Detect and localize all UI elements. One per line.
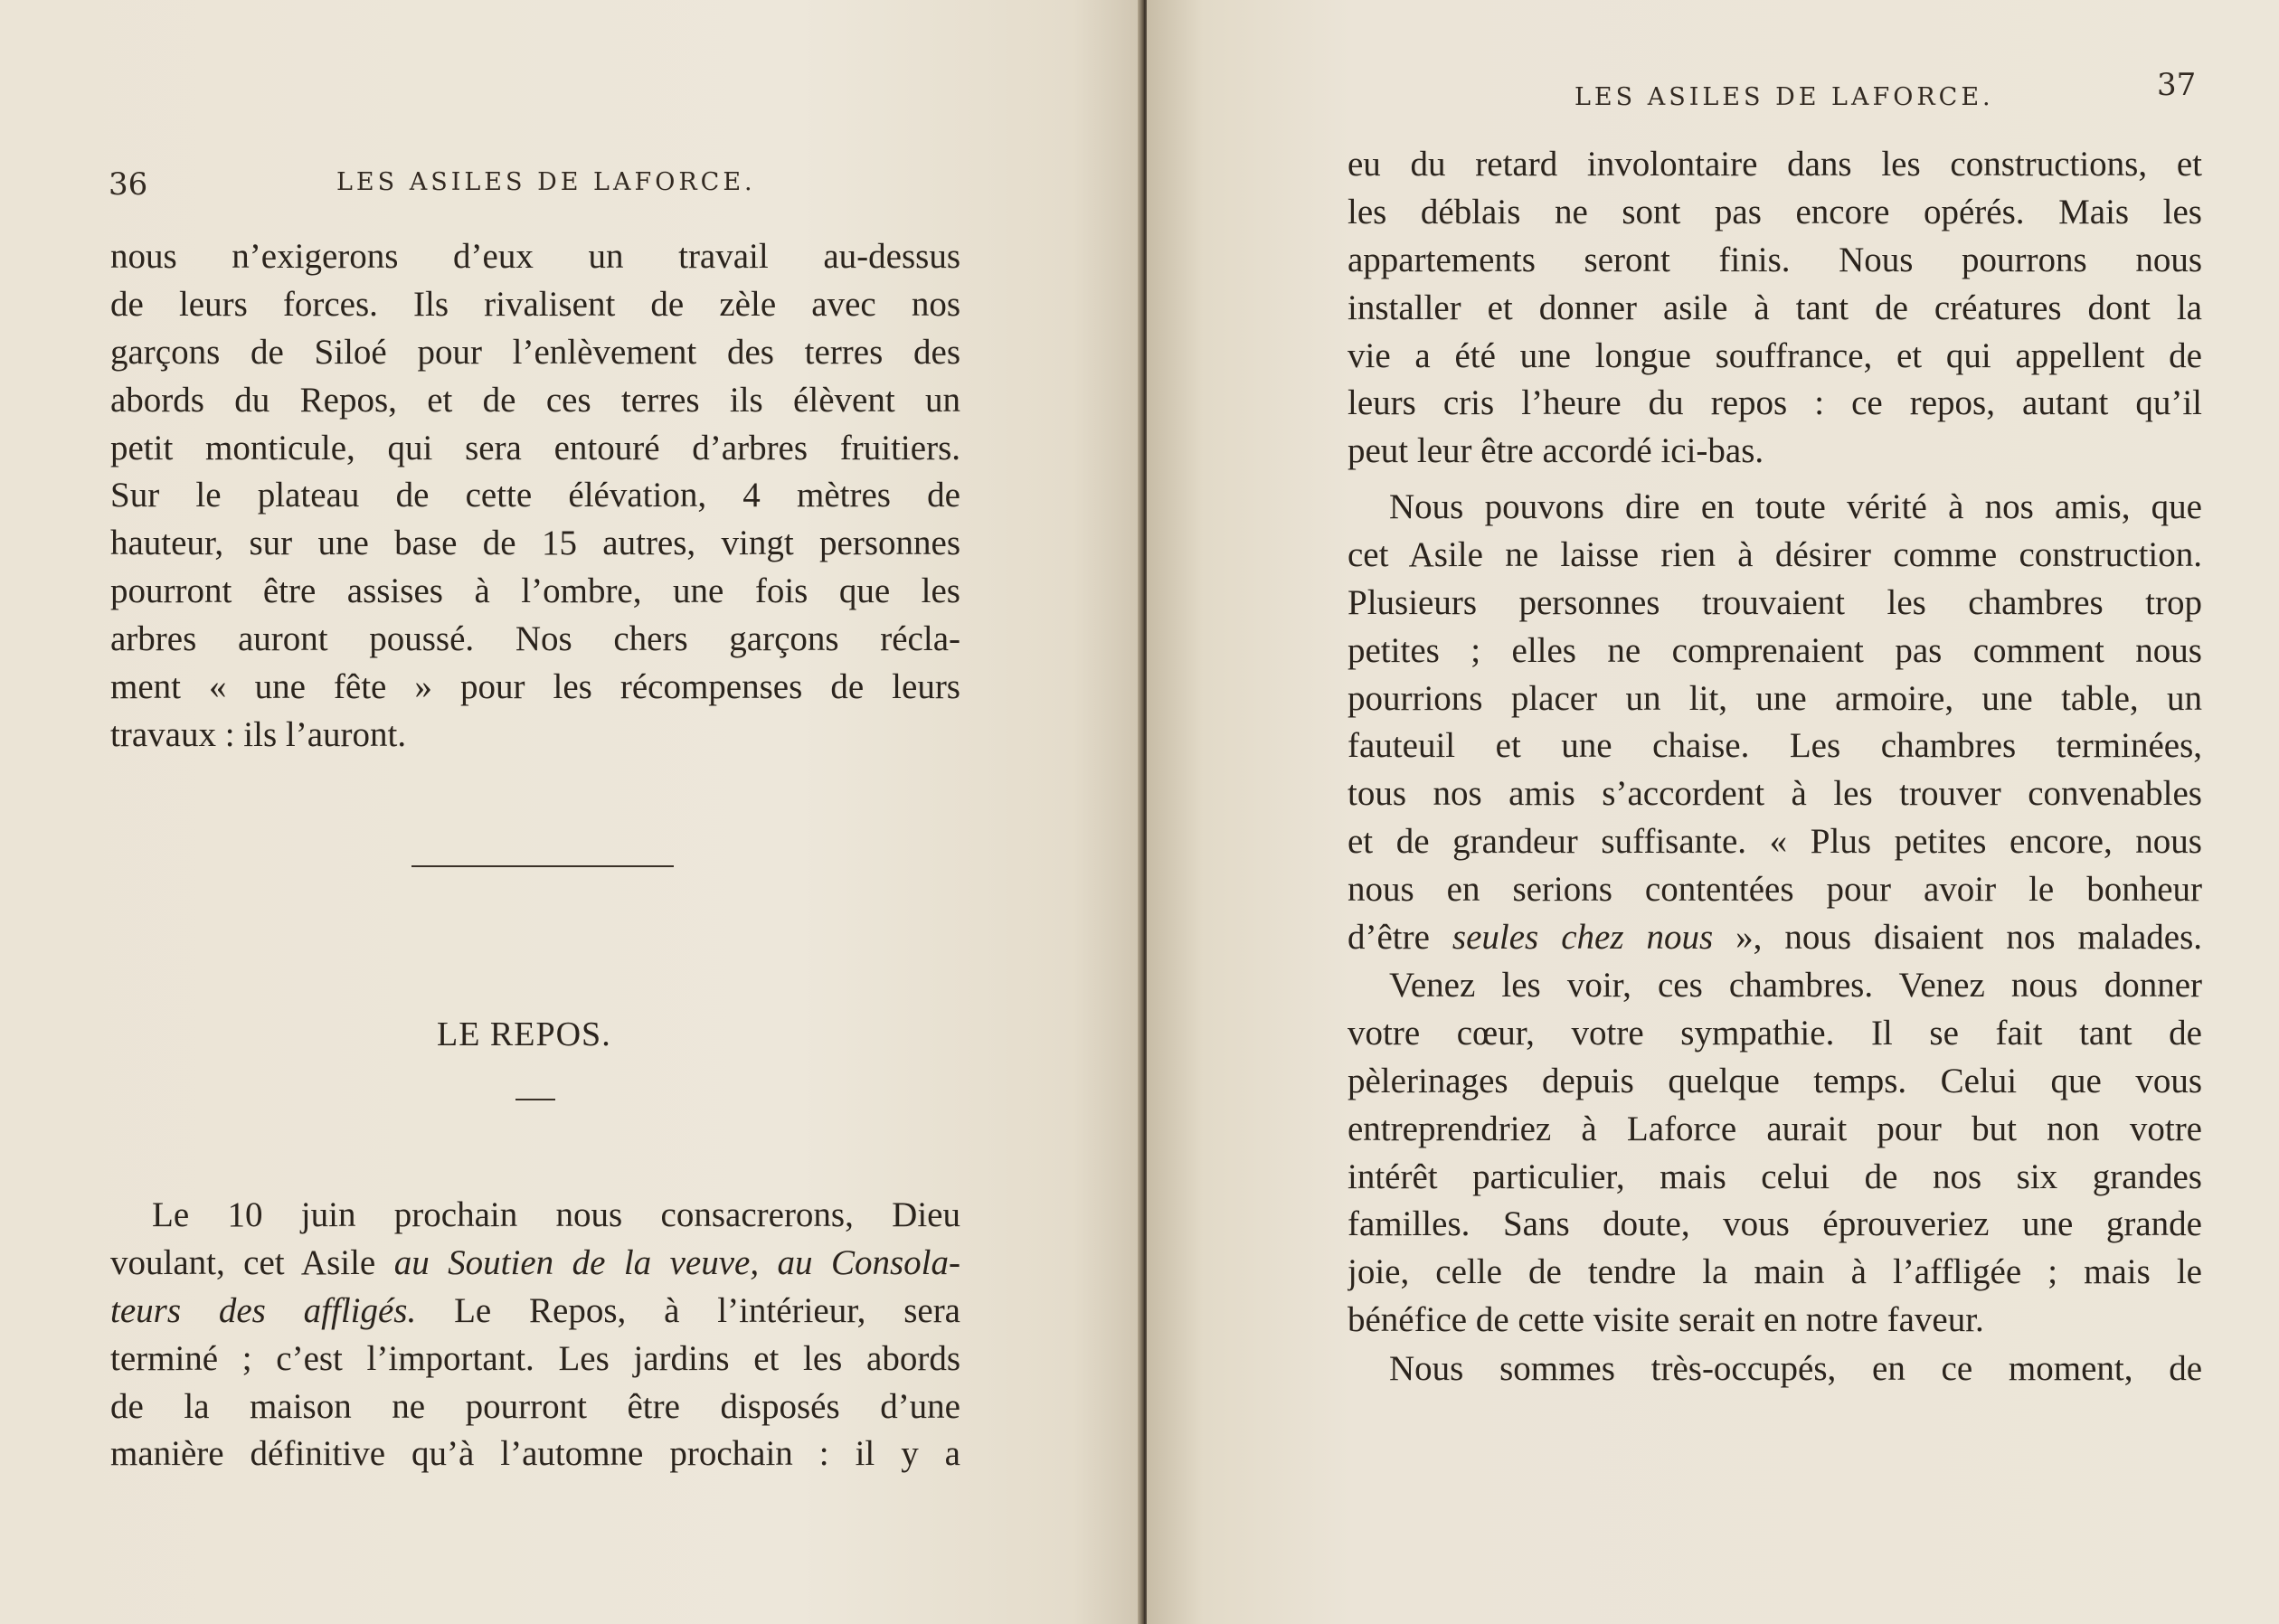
text-line: petit monticule, qui sera entouré d’arbres fruitiers.	[110, 428, 960, 467]
left-paragraph-bottom	[110, 1192, 960, 1478]
text-segment: d’être	[1348, 918, 1452, 958]
text-line: Nous sommes très-occupés, en ce moment, de	[1389, 1349, 2202, 1388]
text-line: de la maison ne pourront être disposés d’une	[110, 1386, 960, 1426]
text-line: cet Asile ne laisse rien à désirer comme construction.	[1348, 534, 2202, 574]
text-line: pourrions placer un lit, une armoire, une table, un	[1348, 678, 2202, 718]
text-line: vie a été une longue souffrance, et qui appellent de	[1348, 335, 2202, 375]
text-line: travaux : ils l’auront.	[110, 714, 407, 754]
text-line	[1348, 914, 2202, 962]
right-page	[1147, 0, 2279, 1624]
text-line: entreprendriez à Laforce aurait pour but non votre	[1348, 1109, 2202, 1148]
text-line: leurs cris l’heure du repos : ce repos, autant qu’il	[1348, 383, 2202, 423]
text-line: familles. Sans doute, vous éprouveriez une grande	[1348, 1204, 2202, 1244]
right-paragraph-4	[1348, 1345, 2202, 1393]
text-line: terminé ; c’est l’important. Les jardins et les abords	[110, 1338, 960, 1378]
text-line: appartements seront finis. Nous pourrons nous	[1348, 240, 2202, 279]
text-line: peut leur être accordé ici-bas.	[1348, 431, 1764, 471]
section-title: LE REPOS.	[437, 1015, 611, 1053]
text-line	[110, 1240, 960, 1288]
left-running-head: LES ASILES DE LAFORCE.	[336, 168, 756, 196]
text-line: tous nos amis s’accordent à les trouver convenables	[1348, 774, 2202, 814]
text-line: nous n’exigerons d’eux un travail au-dessus	[110, 237, 960, 276]
italic-segment: teurs des affligés.	[110, 1290, 417, 1330]
right-paragraph-2	[1348, 484, 2202, 962]
text-line: bénéfice de cette visite serait en notre faveur.	[1348, 1300, 1984, 1340]
text-line: Le 10 juin prochain nous consacrerons, Dieu	[152, 1195, 960, 1234]
text-line: fauteuil et une chaise. Les chambres terminées,	[1348, 726, 2202, 766]
text-line: eu du retard involontaire dans les constructions, et	[1348, 145, 2202, 184]
text-line: pourront être assises à l’ombre, une fois que les	[110, 571, 960, 611]
right-page-number: 37	[2157, 67, 2197, 103]
text-line: installer et donner asile à tant de créatures dont la	[1348, 288, 2202, 327]
text-line: Sur le plateau de cette élévation, 4 mètres de	[110, 476, 960, 515]
text-segment: », nous disaient nos malades.	[1713, 918, 2202, 958]
left-page-number: 36	[109, 166, 148, 203]
text-line: Venez les voir, ces chambres. Venez nous donner	[1389, 966, 2202, 1005]
text-line: nous en serions contentées pour avoir le bonheur	[1348, 870, 2202, 910]
text-line: votre cœur, votre sympathie. Il se fait tant de	[1348, 1013, 2202, 1053]
text-line: garçons de Siloé pour l’enlèvement des terres des	[110, 332, 960, 372]
text-line: et de grandeur suffisante. « Plus petites encore, nous	[1348, 822, 2202, 862]
text-segment: voulant, cet Asile	[110, 1242, 394, 1282]
section-divider-rule	[411, 865, 674, 867]
italic-segment: au Soutien de la veuve, au Consola-	[393, 1242, 960, 1282]
text-line: de leurs forces. Ils rivalisent de zèle avec nos	[110, 284, 960, 324]
left-paragraph-top	[110, 233, 960, 760]
italic-segment: seules chez nous	[1452, 918, 1714, 958]
text-segment: Le Repos, à l’intérieur, sera	[416, 1290, 960, 1330]
right-running-head: LES ASILES DE LAFORCE.	[1574, 83, 1994, 111]
text-line: petites ; elles ne comprenaient pas comment nous	[1348, 630, 2202, 670]
text-line: joie, celle de tendre la main à l’affligée ; mais le	[1348, 1252, 2202, 1292]
text-line: ment « une fête » pour les récompenses de leurs	[110, 667, 960, 707]
text-line	[110, 1288, 960, 1336]
text-line: les déblais ne sont pas encore opérés. Mais les	[1348, 192, 2202, 231]
text-line: arbres auront poussé. Nos chers garçons récla-	[110, 619, 960, 659]
text-line: intérêt particulier, mais celui de nos six grandes	[1348, 1157, 2202, 1196]
text-line: hauteur, sur une base de 15 autres, vingt personnes	[110, 524, 960, 563]
text-line: abords du Repos, et de ces terres ils élèvent un	[110, 380, 960, 420]
right-paragraph-1	[1348, 141, 2202, 476]
text-line: Plusieurs personnes trouvaient les chambres trop	[1348, 582, 2202, 622]
text-line: pèlerinages depuis quelque temps. Celui que vous	[1348, 1061, 2202, 1100]
right-paragraph-3	[1348, 962, 2202, 1345]
text-line: Nous pouvons dire en toute vérité à nos amis, que	[1389, 487, 2202, 526]
text-line: manière définitive qu’à l’automne prochain : il y a	[110, 1434, 960, 1474]
section-dash	[515, 1099, 555, 1100]
